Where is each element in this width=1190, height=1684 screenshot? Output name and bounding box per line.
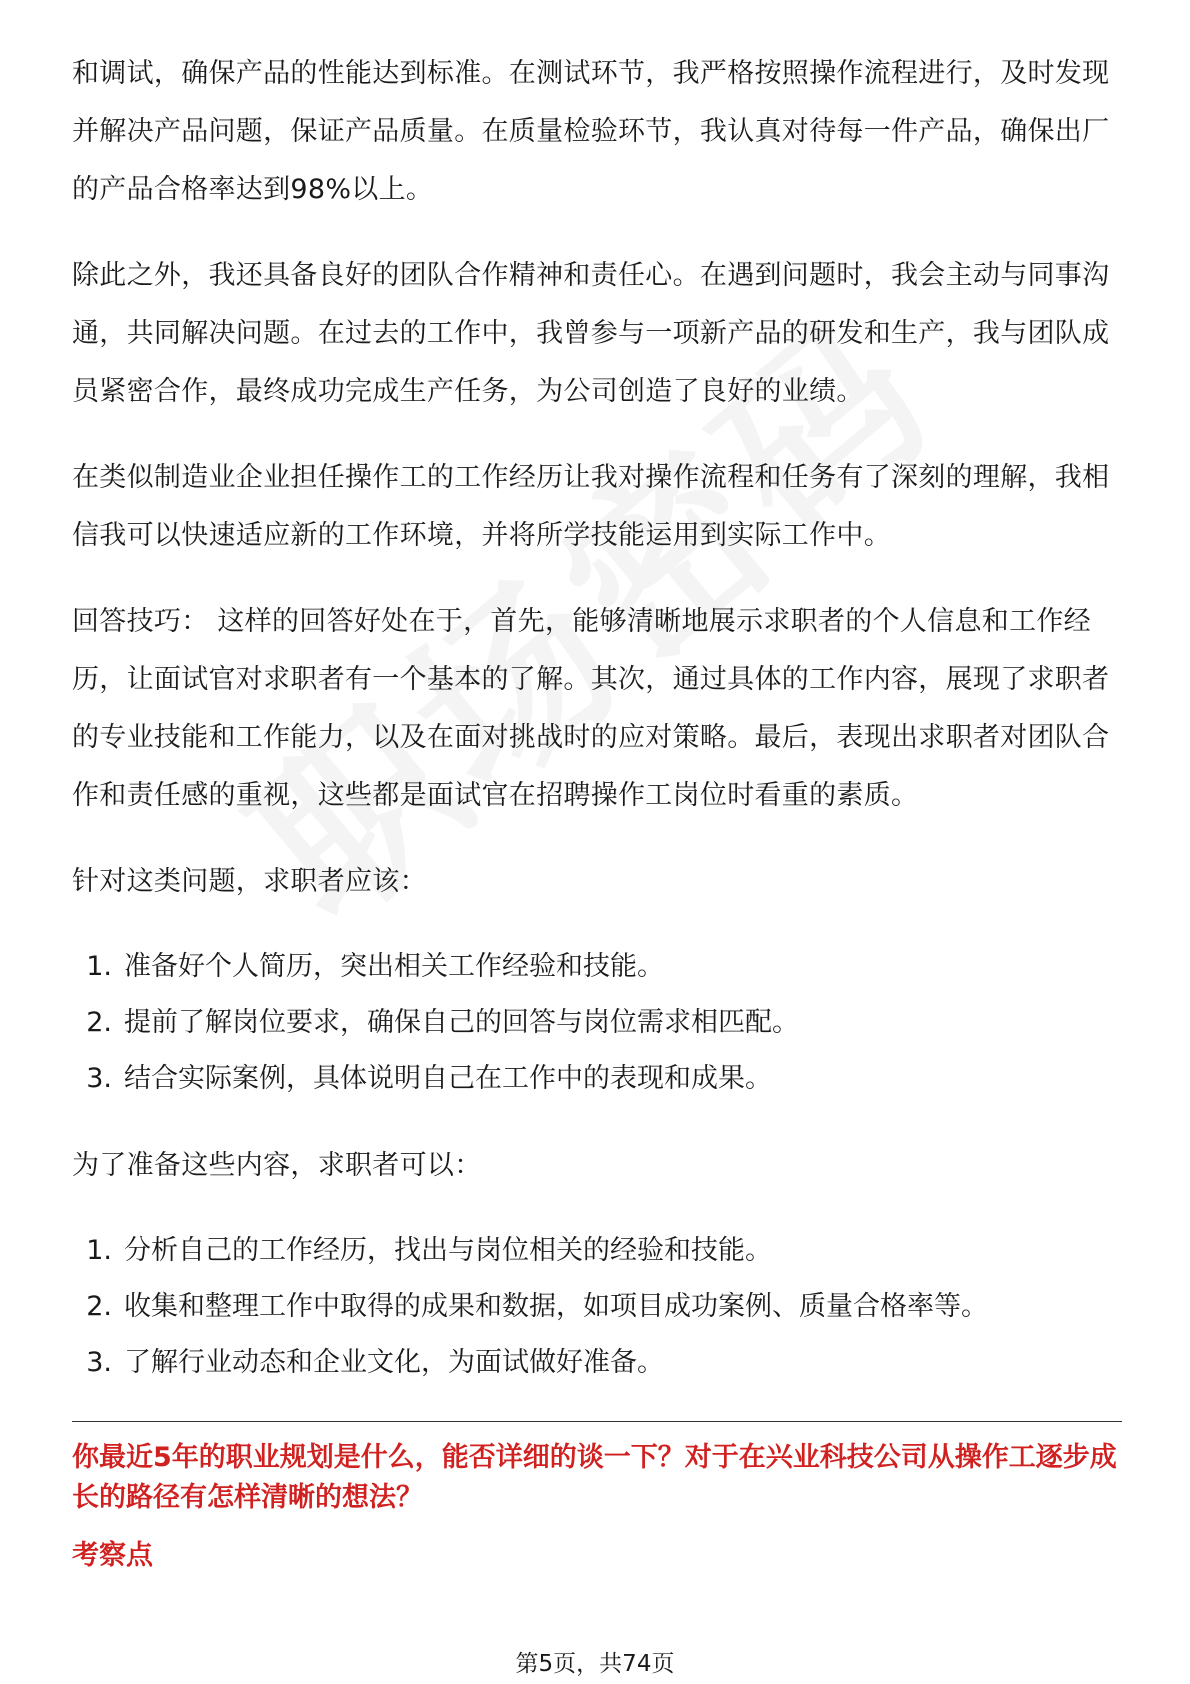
list-number: 2.: [86, 1291, 112, 1322]
list-text: 准备好个人简历，突出相关工作经验和技能。: [124, 951, 664, 982]
list-number: 3.: [86, 1347, 112, 1378]
paragraph-prepare-intro: 为了准备这些内容，求职者可以：: [72, 1150, 482, 1181]
paragraph-should-intro: 针对这类问题，求职者应该：: [72, 866, 427, 897]
list-item: [72, 1335, 1122, 1391]
list-text: 结合实际案例，具体说明自己在工作中的表现和成果。: [124, 1063, 772, 1094]
list-text: 分析自己的工作经历，找出与岗位相关的经验和技能。: [124, 1235, 772, 1266]
list-item: [72, 939, 1122, 995]
list-text: 收集和整理工作中取得的成果和数据，如项目成功案例、质量合格率等。: [124, 1291, 988, 1322]
page-number: 第5页，共74页: [515, 1651, 675, 1677]
list-item: [72, 1051, 1122, 1107]
list-number: 2.: [86, 1007, 112, 1038]
list-number: 3.: [86, 1063, 112, 1094]
list-number: 1.: [86, 951, 112, 982]
list-item: [72, 995, 1122, 1051]
section-heading-assessment: 考察点: [72, 1540, 153, 1571]
paragraph-test-quality: 和调试，确保产品的性能达到标准。在测试环节，我严格按照操作流程进行，及时发现并解决产品问题，保证产品质量。在质量检验环节，我认真对待每一件产品，确保出厂的产品合格率达到98%以上。: [72, 58, 1110, 205]
list-number: 1.: [86, 1235, 112, 1266]
prepare-list: [72, 1223, 1122, 1391]
list-text: 了解行业动态和企业文化，为面试做好准备。: [124, 1347, 664, 1378]
list-text: 提前了解岗位要求，确保自己的回答与岗位需求相匹配。: [124, 1007, 799, 1038]
paragraph-answer-tips: 回答技巧： 这样的回答好处在于，首先，能够清晰地展示求职者的个人信息和工作经历，让面试官对求职者有一个基本的了解。其次，通过具体的工作内容，展现了求职者的专业技能和工作能力，以及在面对挑战时的应对策略。最后，表现出求职者对团队合作和责任感的重视，这些都是面试官在招聘操作工岗位时看重的素质。: [72, 606, 1110, 811]
page-content: [72, 45, 1122, 1576]
paragraph-experience: 在类似制造业企业担任操作工的工作经历让我对操作流程和任务有了深刻的理解，我相信我可以快速适应新的工作环境，并将所学技能运用到实际工作中。: [72, 462, 1110, 551]
list-item: [72, 1223, 1122, 1279]
section-divider: [72, 1421, 1122, 1422]
question-heading: 你最近5年的职业规划是什么，能否详细的谈一下？对于在兴业科技公司从操作工逐步成长的路径有怎样清晰的想法？: [72, 1442, 1117, 1513]
paragraph-teamwork: 除此之外，我还具备良好的团队合作精神和责任心。在遇到问题时，我会主动与同事沟通，共同解决问题。在过去的工作中，我曾参与一项新产品的研发和生产，我与团队成员紧密合作，最终成功完成生产任务，为公司创造了良好的业绩。: [72, 260, 1110, 407]
list-item: [72, 1279, 1122, 1335]
should-list: [72, 939, 1122, 1107]
